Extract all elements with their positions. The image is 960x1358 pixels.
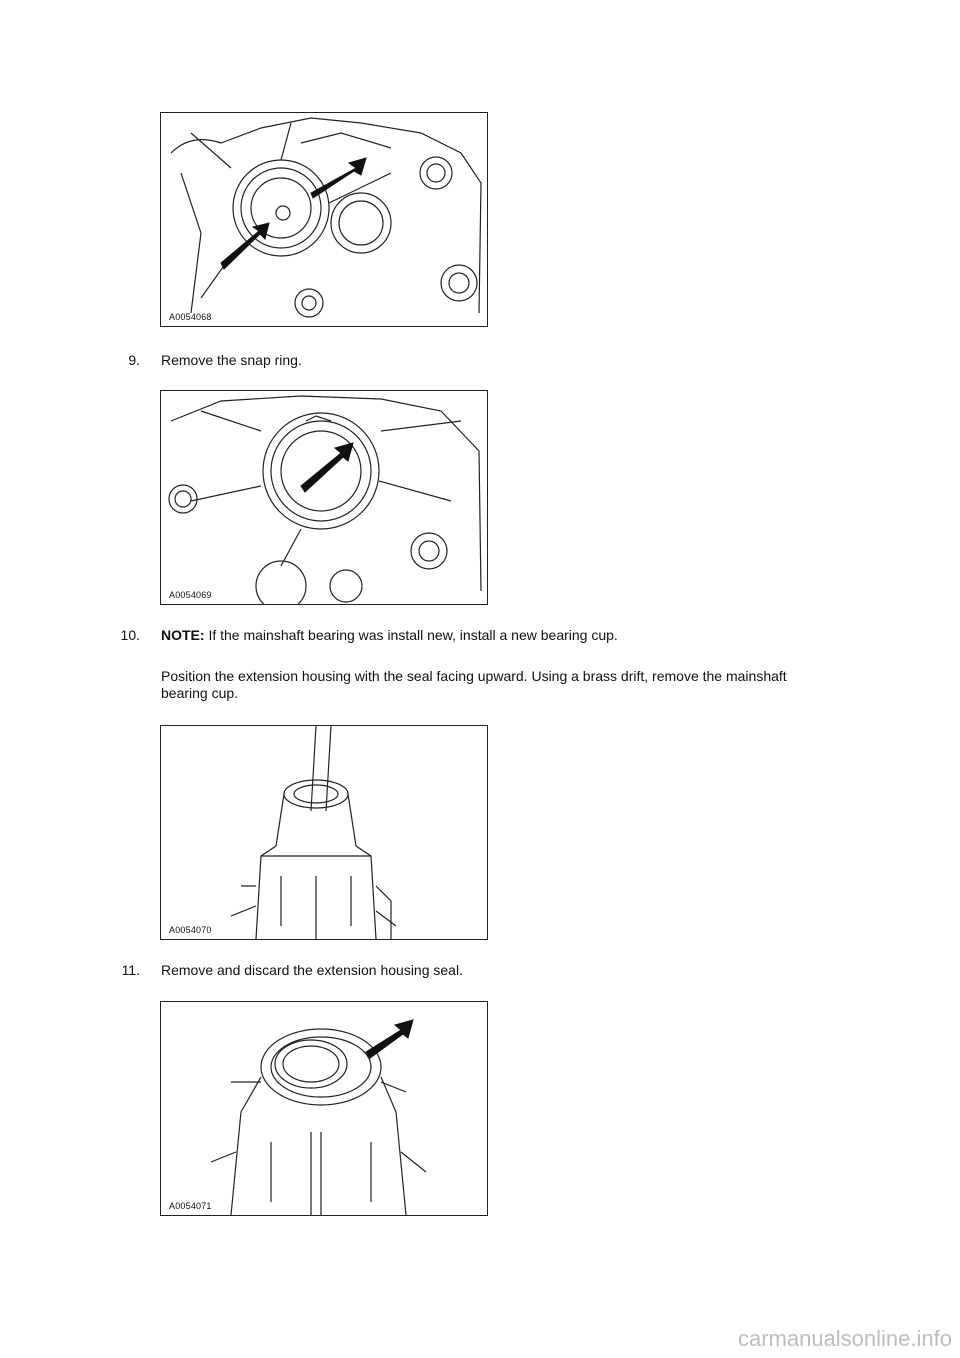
illustration-bearing-cup-removal xyxy=(161,726,487,939)
illustration-extension-housing-seal xyxy=(161,1002,487,1215)
figure-id: A0054070 xyxy=(169,925,212,935)
illustration-snap-ring-housing xyxy=(161,113,487,326)
figure-a0054068 xyxy=(160,112,488,327)
note-text: If the mainshaft bearing was install new, install a new bearing cup. xyxy=(204,627,618,643)
step-9-text: Remove the snap ring. xyxy=(161,352,302,368)
watermark: carmanualsonline.info xyxy=(737,1326,952,1351)
figure-id: A0054068 xyxy=(169,312,212,322)
step-11-number: 11. xyxy=(121,962,140,978)
figure-a0054070 xyxy=(160,725,488,940)
step-10-text: Position the extension housing with the seal facing upward. Using a brass drift, remove the mainshaft bearing cup. xyxy=(161,668,787,701)
note-label: NOTE: xyxy=(161,627,205,643)
figure-id: A0054071 xyxy=(169,1201,212,1211)
step-11-text: Remove and discard the extension housing seal. xyxy=(161,962,463,978)
step-10-note xyxy=(161,627,841,644)
figure-a0054071 xyxy=(160,1001,488,1216)
step-10-number: 10. xyxy=(120,627,140,643)
illustration-snap-ring-removal xyxy=(161,391,487,604)
figure-id: A0054069 xyxy=(169,590,212,600)
step-9-number: 9. xyxy=(128,352,140,368)
figure-a0054069 xyxy=(160,390,488,605)
